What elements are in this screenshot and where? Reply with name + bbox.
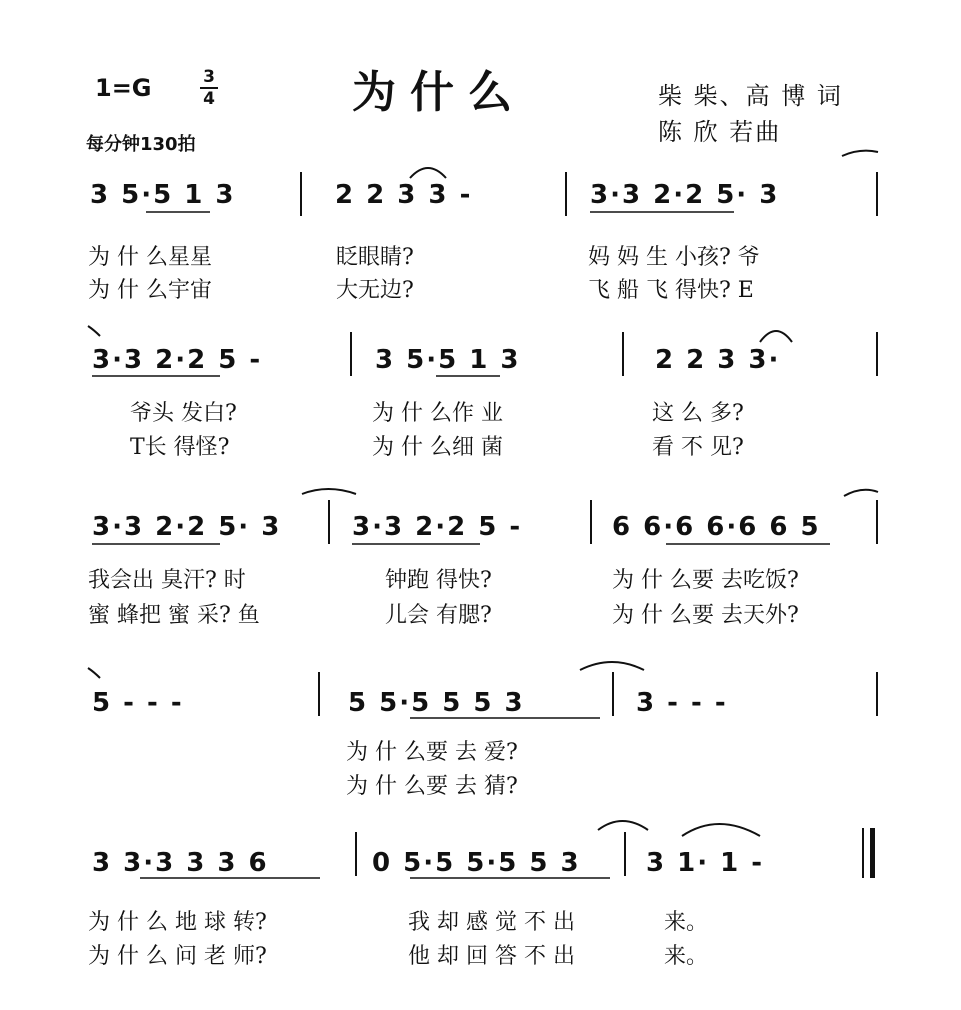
system-5-verse-2-lyric: 他 却 回 答 不 出 [408,944,575,969]
system-3-measure-1-notes: 3·3 2·2 5· 3 [92,512,282,542]
system-2-verse-2-lyric: 看 不 见? [652,435,744,460]
system-2-measure-1-notes: 3·3 2·2 5 - [92,345,263,375]
system-1-verse-2-lyric: 飞 船 飞 得快? E [588,278,754,303]
tie-slur [844,490,878,496]
system-4-measure-1-notes: 5 - - - [92,688,184,718]
system-2-verse-1-lyric: 爷头 发白? [130,401,237,426]
system-3-verse-2-lyric: 儿会 有腮? [385,603,492,628]
system-1-measure-3-notes: 3·3 2·2 5· 3 [590,180,780,210]
system-5-verse-2-lyric: 来。 [664,944,709,969]
tie-slur [88,326,100,336]
song-title: 为什么 [352,67,526,118]
tie-slur [682,824,760,836]
system-3-verse-1-lyric: 钟跑 得快? [385,568,492,593]
system-3-verse-1-lyric: 为 什 么要 去吃饭? [612,568,799,593]
system-2-verse-2-lyric: 为 什 么细 菌 [372,435,503,460]
composer-credit: 陈 欣 若曲 [658,118,782,146]
system-5-verse-1-lyric: 来。 [664,910,709,935]
system-2-verse-1-lyric: 这 么 多? [652,401,744,426]
system-2-verse-1-lyric: 为 什 么作 业 [372,401,503,426]
system-5-verse-1-lyric: 为 什 么 地 球 转? [88,910,267,935]
system-4-verse-1-lyric: 为 什 么要 去 爱? [346,740,518,765]
lyricist-credit: 柴 柴、高 博 词 [658,82,843,110]
tie-slur [760,331,792,342]
tie-slur [842,151,878,156]
system-1-verse-2-lyric: 为 什 么宇宙 [88,278,212,303]
system-5-measure-3-notes: 3 1· 1 - [646,848,765,878]
system-3-verse-2-lyric: 为 什 么要 去天外? [612,603,799,628]
system-1-measure-1-notes: 3 5·5 1 3 [90,180,236,210]
tie-slur [410,168,446,178]
system-2-verse-2-lyric: T长 得怪? [130,435,230,460]
system-2-measure-2-notes: 3 5·5 1 3 [375,345,521,375]
tempo-marking: 每分钟130拍 [86,134,196,155]
system-1-verse-1-lyric: 妈 妈 生 小孩? 爷 [588,245,760,270]
system-4-verse-2-lyric: 为 什 么要 去 猜? [346,774,518,799]
system-5-verse-1-lyric: 我 却 感 觉 不 出 [408,910,575,935]
system-5-verse-2-lyric: 为 什 么 问 老 师? [88,944,267,969]
system-3-verse-2-lyric: 蜜 蜂把 蜜 采? 鱼 [88,603,260,628]
system-4-measure-2-notes: 5 5·5 5 5 3 [348,688,525,718]
system-3-measure-3-notes: 6 6·6 6·6 6 5 [612,512,821,542]
tie-slur [580,662,644,670]
system-4-measure-3-notes: 3 - - - [636,688,728,718]
tie-slur [302,489,356,494]
system-1-verse-2-lyric: 大无边? [336,278,414,303]
system-1-verse-1-lyric: 眨眼睛? [336,245,414,270]
tie-slur [88,668,100,678]
system-2-measure-3-notes: 2 2 3 3· [655,345,781,375]
system-1-verse-1-lyric: 为 什 么星星 [88,245,212,270]
system-1-measure-2-notes: 2 2 3 3 - [335,180,473,210]
system-5-measure-2-notes: 0 5·5 5·5 5 3 [372,848,581,878]
system-3-verse-1-lyric: 我会出 臭汗? 时 [88,568,246,593]
time-signature-bottom: 4 [203,89,215,109]
system-3-measure-2-notes: 3·3 2·2 5 - [352,512,523,542]
system-5-measure-1-notes: 3 3·3 3 3 6 [92,848,269,878]
tie-slur [598,821,648,830]
time-signature-top: 3 [203,67,215,87]
key-signature: 1=G [95,74,152,102]
